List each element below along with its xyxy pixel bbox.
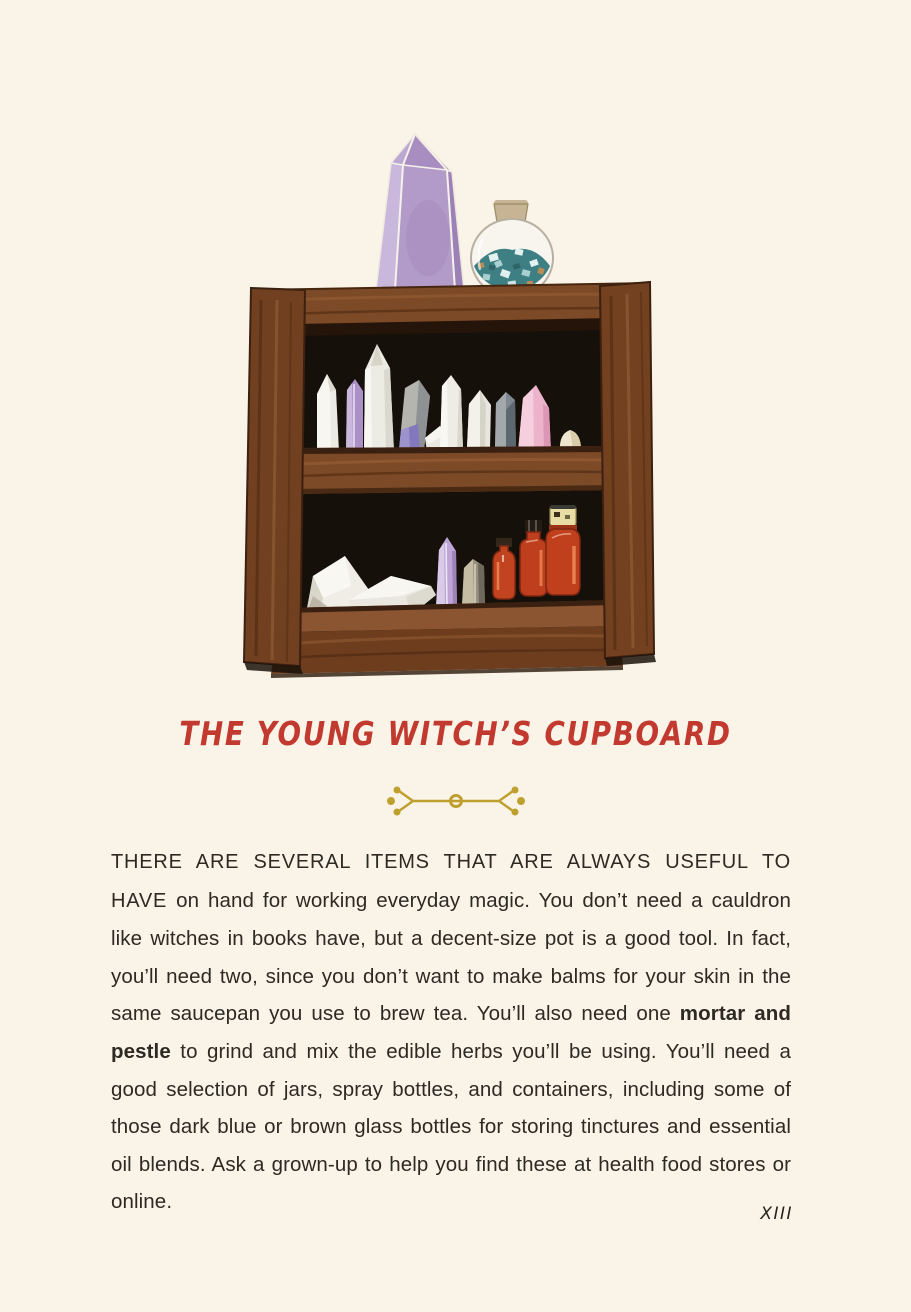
body-text-after-bold: to grind and mix the edible herbs you’ll be using. You’ll need a good selection of jars, spray bottles, and containers, including some of those dark blue or brown glass bottles for storing tinctures and essential oil blends. Ask a grown-up to help you find these at health food stores or online. [111,1039,791,1214]
page-number: XIII [760,1204,793,1224]
bottom-board [271,600,623,678]
tall-amber-bottle [546,505,580,595]
chapter-title: THE YOUNG WITCH’S CUPBOARD [179,714,732,753]
cupboard-illustration-svg [243,118,663,678]
divider-ornament-icon [387,785,525,817]
body-paragraph [111,843,791,1221]
body-text-before-bold: on hand for working everyday magic. You don’t need a cauldron like witches in books have, but a decent-size pot is a good tool. In fact, you’ll need two, since you don’t want to make balms for your skin in the same saucepan you use to brew tea. You’ll also need one [111,888,792,1026]
cupboard-illustration [243,118,663,678]
stone-jar [471,200,553,297]
ornamental-divider [0,785,911,817]
amethyst-tower [376,134,464,290]
lead-in-caps: THERE ARE SEVERAL ITEMS THAT ARE ALWAYS USEFUL TO HAVE [111,851,791,912]
middle-shelf-board [293,446,613,494]
bold-phrase: mortar and pestle [111,1002,791,1063]
